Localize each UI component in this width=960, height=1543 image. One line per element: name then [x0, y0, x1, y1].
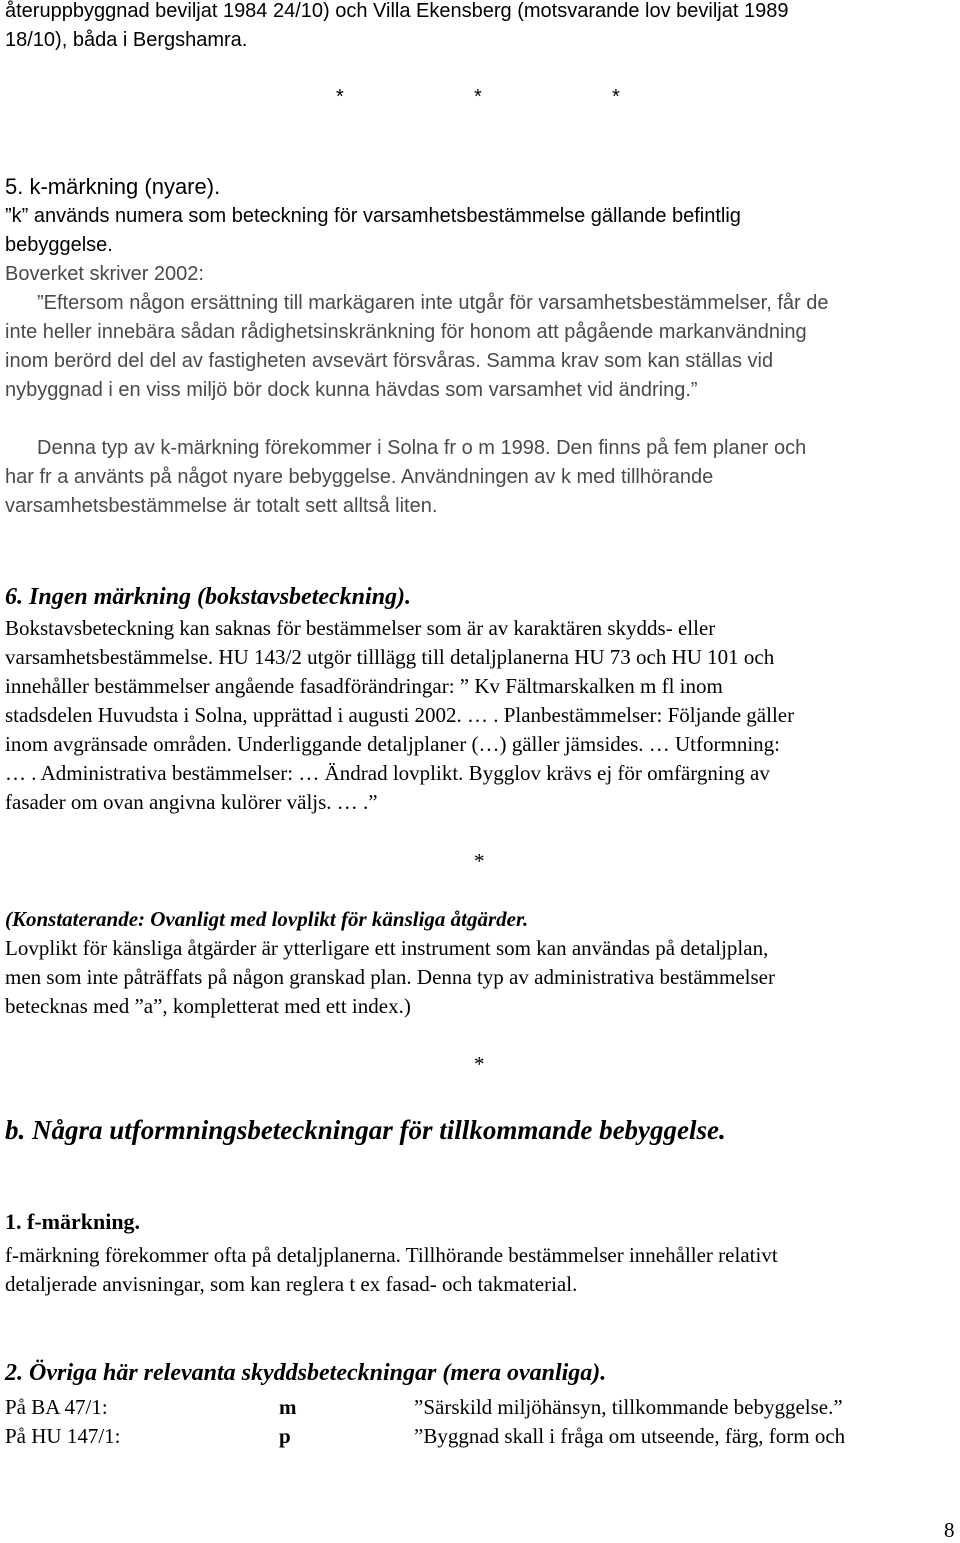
- quote-line: ”Eftersom någon ersättning till markägaren inte utgår för varsamhetsbestämmelser, får de: [37, 292, 829, 314]
- chapter-heading: b. Några utformningsbeteckningar för tillkommande bebyggelse.: [5, 1115, 726, 1145]
- separator-star: *: [474, 1052, 485, 1076]
- quote-line: inom berörd del del av fastigheten avsevärt försvåras. Samma krav som kan ställas vid: [5, 350, 774, 372]
- section-heading: 1. f-märkning.: [5, 1209, 141, 1234]
- plan-cell: På BA 47/1:: [5, 1395, 108, 1419]
- text-line: detaljerade anvisningar, som kan reglera t ex fasad- och takmaterial.: [5, 1272, 578, 1296]
- separator-star: *: [612, 86, 620, 108]
- description-cell: ”Särskild miljöhänsyn, tillkommande bebyggelse.”: [414, 1395, 843, 1419]
- text-line: varsamhetsbestämmelse. HU 143/2 utgör tilllägg till detaljplanerna HU 73 och HU 101 och: [5, 645, 775, 669]
- description-cell: ”Byggnad skall i fråga om utseende, färg, form och: [414, 1424, 846, 1448]
- text-line: … . Administrativa bestämmelser: … Ändrad lovplikt. Bygglov krävs ej för omfärgning av: [5, 761, 770, 785]
- text-line: varsamhetsbestämmelse är totalt sett alltså liten.: [5, 495, 438, 517]
- quote-line: inte heller innebära sådan rådighetsinskränkning för honom att pågående markanvändning: [5, 321, 807, 343]
- text-line: stadsdelen Huvudsta i Solna, upprättad i augusti 2002. … . Planbestämmelser: Följande gäller: [5, 703, 795, 727]
- separator-star: *: [474, 849, 485, 873]
- section-heading: 5. k-märkning (nyare).: [5, 174, 221, 199]
- section-heading: 6. Ingen märkning (bokstavsbeteckning).: [5, 584, 412, 610]
- text-line: Lovplikt för känsliga åtgärder är ytterligare ett instrument som kan användas på detaljplan,: [5, 936, 769, 960]
- quote-source: Boverket skriver 2002:: [5, 263, 204, 285]
- plan-cell: På HU 147/1:: [5, 1424, 121, 1448]
- separator-star: *: [474, 86, 482, 108]
- text-line: ”k” används numera som beteckning för varsamhetsbestämmelse gällande befintlig: [5, 205, 741, 227]
- text-line: men som inte påträffats på någon granskad plan. Denna typ av administrativa bestämmelser: [5, 965, 775, 989]
- text-line: inom avgränsade områden. Underliggande detaljplaner (…) gäller jämsides. … Utformning:: [5, 732, 781, 756]
- page-number: 8: [944, 1518, 955, 1542]
- text-line: 18/10), båda i Bergshamra.: [5, 29, 248, 51]
- text-line: har fr a använts på något nyare bebyggelse. Användningen av k med tillhörande: [5, 466, 714, 488]
- text-line: Bokstavsbeteckning kan saknas för bestämmelser som är av karaktären skydds- eller: [5, 616, 716, 640]
- text-line: återuppbyggnad beviljat 1984 24/10) och Villa Ekensberg (motsvarande lov beviljat 1989: [5, 0, 789, 22]
- text-line: f-märkning förekommer ofta på detaljplanerna. Tillhörande bestämmelser innehåller relativt: [5, 1243, 778, 1267]
- code-cell: p: [279, 1424, 291, 1448]
- text-line: betecknas med ”a”, kompletterat med ett index.): [5, 994, 411, 1018]
- section-heading: 2. Övriga här relevanta skyddsbeteckningar (mera ovanliga).: [5, 1360, 607, 1386]
- text-line: innehåller bestämmelser angående fasadförändringar: ” Kv Fältmarskalken m fl inom: [5, 674, 723, 698]
- quote-line: nybyggnad i en viss miljö bör dock kunna hävdas som varsamhet vid ändring.”: [5, 379, 698, 401]
- remark-heading: (Konstaterande: Ovanligt med lovplikt för känsliga åtgärder.: [5, 907, 529, 931]
- separator-star: *: [336, 86, 344, 108]
- text-line: Denna typ av k-märkning förekommer i Solna fr o m 1998. Den finns på fem planer och: [37, 437, 807, 459]
- text-line: fasader om ovan angivna kulörer väljs. … .”: [5, 790, 378, 814]
- code-cell: m: [279, 1395, 297, 1419]
- text-line: bebyggelse.: [5, 234, 113, 256]
